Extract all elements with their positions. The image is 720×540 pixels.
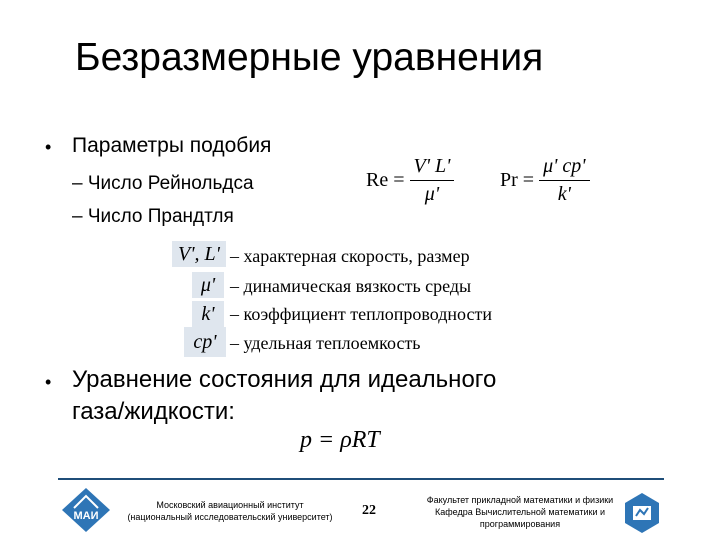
slide-title: Безразмерные уравнения <box>75 36 544 79</box>
bullet-similarity-params: Параметры подобия <box>72 134 272 157</box>
reynolds-formula <box>366 155 454 206</box>
footer-institute-line1: Московский авиационный институт <box>156 500 304 510</box>
pr-label: Pr = <box>500 169 535 191</box>
mai-logo <box>60 486 112 534</box>
page-number: 22 <box>362 503 376 518</box>
def-symbol-conductivity: k' <box>192 301 224 327</box>
bullet-state-equation-line2: газа/жидкости: <box>72 398 235 425</box>
def-symbol-heat-capacity: cp' <box>184 327 226 357</box>
re-numerator: V' L' <box>410 155 455 181</box>
prandtl-formula <box>500 155 590 206</box>
state-equation: p = ρRT <box>300 427 380 453</box>
footer-institute <box>110 499 350 523</box>
def-text-heat-capacity: – удельная теплоемкость <box>230 333 421 353</box>
def-text-conductivity: – коэффициент теплопроводности <box>230 304 492 324</box>
def-text-velocity-length: – характерная скорость, размер <box>230 246 470 266</box>
def-symbol-viscosity: μ' <box>192 272 224 298</box>
re-denominator: μ' <box>424 183 440 205</box>
bullet-state-equation-line1: Уравнение состояния для идеального <box>72 366 497 393</box>
footer-faculty-line1: Факультет прикладной математики и физики <box>426 495 614 505</box>
footer-divider <box>58 478 664 480</box>
footer-faculty-line2: Кафедра Вычислительной математики и <box>434 507 606 517</box>
re-label: Re = <box>366 169 405 191</box>
faculty-logo <box>624 492 660 534</box>
pr-denominator: k' <box>557 183 571 205</box>
bullet-dot: • <box>45 137 52 157</box>
pr-numerator: μ' cp' <box>539 155 589 181</box>
re-fraction <box>410 155 455 206</box>
footer-institute-line2: (национальный исследовательский университет) <box>127 512 333 522</box>
def-symbol-velocity-length: V', L' <box>172 241 226 267</box>
sub-reynolds: – Число Рейнольдса <box>72 173 254 194</box>
def-text-viscosity: – динамическая вязкость среды <box>230 276 472 296</box>
pr-fraction <box>539 155 589 206</box>
mai-logo-text: МАИ <box>73 510 99 522</box>
sub-prandtl: – Число Прандтля <box>72 206 234 227</box>
footer-faculty <box>405 494 635 530</box>
bullet-dot: • <box>45 372 52 392</box>
footer-faculty-line3: программирования <box>479 519 561 529</box>
